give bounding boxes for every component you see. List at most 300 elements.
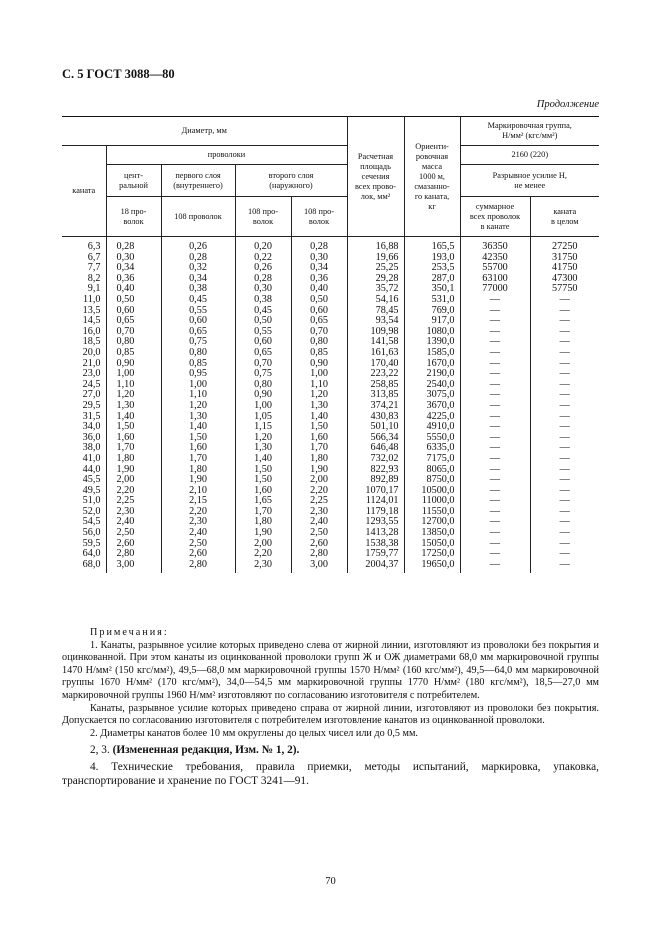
table-cell: 25,25 xyxy=(347,263,404,274)
n108b-header: 108 про- волок xyxy=(291,197,347,237)
table-row xyxy=(62,380,599,391)
table-cell: 2,60 xyxy=(106,539,161,550)
table-cell: 531,0 xyxy=(404,295,460,306)
table-cell: 0,45 xyxy=(235,306,291,317)
table-cell: 0,45 xyxy=(161,295,235,306)
table-cell: 1,50 xyxy=(106,422,161,433)
table-cell: 21,0 xyxy=(82,357,101,369)
table-cell: — xyxy=(530,517,599,528)
table-cell: — xyxy=(530,549,599,560)
n108a-header: 108 про- волок xyxy=(235,197,291,237)
table-cell: 0,65 xyxy=(106,316,161,327)
table-cell: 23,0 xyxy=(82,368,101,380)
table-cell: 1585,0 xyxy=(404,348,460,359)
table-body xyxy=(62,237,599,574)
table-cell: 2,80 xyxy=(291,549,347,560)
table-cell: — xyxy=(460,295,530,306)
table-row xyxy=(62,274,599,285)
table-cell: 52,0 xyxy=(82,505,101,517)
table-cell: 1,30 xyxy=(291,401,347,412)
table-cell: 56,0 xyxy=(82,527,101,539)
table-cell: 0,26 xyxy=(161,237,235,253)
table-cell: 78,45 xyxy=(347,306,404,317)
table-cell: 54,16 xyxy=(347,295,404,306)
table-cell: 45,5 xyxy=(82,474,101,486)
note-23-bold: (Измененная редакция, Изм. № 1, 2). xyxy=(112,744,300,757)
table-row xyxy=(62,348,599,359)
table-cell: 0,50 xyxy=(291,295,347,306)
table-cell: 1,40 xyxy=(161,422,235,433)
table-cell: — xyxy=(460,359,530,370)
table-cell: 0,65 xyxy=(235,348,291,359)
table-cell: 57750 xyxy=(530,284,599,295)
table-cell: 17250,0 xyxy=(404,549,460,560)
table-cell: — xyxy=(460,390,530,401)
table-row xyxy=(62,549,599,560)
table-cell: — xyxy=(530,422,599,433)
table-cell: — xyxy=(530,316,599,327)
table-cell: — xyxy=(460,560,530,574)
table-cell: 313,85 xyxy=(347,390,404,401)
table-cell: — xyxy=(460,549,530,560)
table-cell: — xyxy=(530,539,599,550)
table-cell: 0,60 xyxy=(235,337,291,348)
table-cell: 1,20 xyxy=(106,390,161,401)
table-cell: 41,0 xyxy=(82,452,101,464)
table-cell: — xyxy=(460,337,530,348)
table-cell: 36350 xyxy=(460,237,530,253)
table-cell: 1,30 xyxy=(235,443,291,454)
central-header: цент- ральной xyxy=(106,165,161,197)
table-row xyxy=(62,327,599,338)
table-cell: 13,5 xyxy=(82,304,101,316)
table-row xyxy=(62,560,599,574)
n108-header: 108 проволок xyxy=(161,197,235,237)
wires-header: проволоки xyxy=(106,146,347,165)
table-cell: 1,00 xyxy=(106,369,161,380)
table-cell: 0,75 xyxy=(161,337,235,348)
table-cell: 0,55 xyxy=(161,306,235,317)
table-cell: 917,0 xyxy=(404,316,460,327)
table-row xyxy=(62,253,599,264)
table-cell: 1,20 xyxy=(161,401,235,412)
table-cell: 44,0 xyxy=(82,463,101,475)
table-row xyxy=(62,528,599,539)
table-cell: — xyxy=(530,528,599,539)
table-cell: 11,0 xyxy=(83,294,101,306)
table-cell: 54,5 xyxy=(82,516,101,528)
table-cell: 892,89 xyxy=(347,475,404,486)
table-cell: 0,90 xyxy=(106,359,161,370)
table-cell: 6,3 xyxy=(87,241,101,253)
table-cell: 2,20 xyxy=(161,507,235,518)
table-cell: 0,70 xyxy=(291,327,347,338)
table-cell: — xyxy=(460,348,530,359)
table-cell: 646,48 xyxy=(347,443,404,454)
table-cell: 0,26 xyxy=(235,263,291,274)
grade-value: 2160 (220) xyxy=(460,146,599,165)
table-cell: 0,38 xyxy=(235,295,291,306)
note-23-prefix: 2, 3. xyxy=(90,744,113,757)
table-cell: 0,75 xyxy=(235,369,291,380)
table-cell: 161,63 xyxy=(347,348,404,359)
table-cell: — xyxy=(460,306,530,317)
table-cell: 374,21 xyxy=(347,401,404,412)
table-cell: 36,0 xyxy=(82,431,101,443)
first-layer-header: первого слоя (внутреннего) xyxy=(161,165,235,197)
table-cell: 55700 xyxy=(460,263,530,274)
table-cell: 12700,0 xyxy=(404,517,460,528)
table-cell: 1,60 xyxy=(291,433,347,444)
rope-data-table xyxy=(62,116,599,573)
table-cell: 1,40 xyxy=(106,412,161,423)
table-cell: 0,36 xyxy=(106,274,161,285)
table-cell: 1413,28 xyxy=(347,528,404,539)
table-cell: — xyxy=(460,496,530,507)
table-cell: 0,50 xyxy=(235,316,291,327)
table-cell: 0,70 xyxy=(235,359,291,370)
table-cell: — xyxy=(460,517,530,528)
table-cell: 3,00 xyxy=(106,560,161,574)
table-cell: 1,20 xyxy=(235,433,291,444)
table-cell: 0,34 xyxy=(161,274,235,285)
table-cell: 0,85 xyxy=(161,359,235,370)
table-cell: 59,5 xyxy=(82,537,101,549)
table-cell: 1,70 xyxy=(106,443,161,454)
table-cell: 1,50 xyxy=(235,464,291,475)
table-cell: — xyxy=(530,390,599,401)
table-cell: 2,20 xyxy=(106,486,161,497)
table-row xyxy=(62,390,599,401)
table-cell: 223,22 xyxy=(347,369,404,380)
table-cell: 1,60 xyxy=(106,433,161,444)
table-cell: 1,90 xyxy=(161,475,235,486)
note-23 xyxy=(62,743,599,757)
table-cell: 1,90 xyxy=(291,464,347,475)
table-cell: 0,30 xyxy=(235,284,291,295)
table-cell: 0,55 xyxy=(235,327,291,338)
table-row xyxy=(62,464,599,475)
table-cell: 287,0 xyxy=(404,274,460,285)
table-cell: 8750,0 xyxy=(404,475,460,486)
table-cell: 0,40 xyxy=(291,284,347,295)
table-cell: 1070,17 xyxy=(347,486,404,497)
table-cell: 1,60 xyxy=(235,486,291,497)
table-cell: 2,20 xyxy=(291,486,347,497)
table-cell: 1,10 xyxy=(106,380,161,391)
table-cell: 35,72 xyxy=(347,284,404,295)
table-cell: — xyxy=(460,412,530,423)
table-cell: 34,0 xyxy=(82,421,101,433)
table-cell: 1538,38 xyxy=(347,539,404,550)
table-cell: — xyxy=(460,433,530,444)
table-cell: 47300 xyxy=(530,274,599,285)
table-cell: 0,28 xyxy=(291,237,347,253)
table-cell: — xyxy=(460,422,530,433)
table-cell: 0,20 xyxy=(235,237,291,253)
table-cell: 0,60 xyxy=(161,316,235,327)
table-cell: 1179,18 xyxy=(347,507,404,518)
table-cell: 109,98 xyxy=(347,327,404,338)
n18-header: 18 про- волок xyxy=(106,197,161,237)
table-cell: 24,5 xyxy=(82,378,101,390)
table-cell: 1293,55 xyxy=(347,517,404,528)
table-cell: 1,20 xyxy=(291,390,347,401)
table-cell: — xyxy=(460,369,530,380)
table-cell: 0,40 xyxy=(106,284,161,295)
table-cell: — xyxy=(460,327,530,338)
page-number: 70 xyxy=(325,876,336,887)
table-cell: 1,50 xyxy=(235,475,291,486)
table-cell: — xyxy=(460,464,530,475)
table-cell: 3075,0 xyxy=(404,390,460,401)
table-cell: 141,58 xyxy=(347,337,404,348)
table-cell: 5550,0 xyxy=(404,433,460,444)
table-cell: 15050,0 xyxy=(404,539,460,550)
table-cell: 1390,0 xyxy=(404,337,460,348)
table-cell: 165,5 xyxy=(404,237,460,253)
table-cell: 14,5 xyxy=(82,315,101,327)
table-cell: — xyxy=(530,560,599,574)
table-cell: 1,00 xyxy=(161,380,235,391)
table-row xyxy=(62,507,599,518)
table-cell: 2,00 xyxy=(235,539,291,550)
note-1b: Канаты, разрывное усилие которых приведено справа от жирной линии, изготовляют из проволоки без покрытия. Допускается по согласованию изготовителя с потребителем изготовление канатов из оцинкованной проволоки. xyxy=(62,702,599,727)
table-row xyxy=(62,412,599,423)
table-cell: 1,00 xyxy=(235,401,291,412)
table-cell: 1759,77 xyxy=(347,549,404,560)
table-cell: 0,32 xyxy=(161,263,235,274)
continuation-label: Продолжение xyxy=(536,99,599,110)
table-cell: — xyxy=(460,475,530,486)
table-cell: 430,83 xyxy=(347,412,404,423)
table-cell: 1,10 xyxy=(161,390,235,401)
table-cell: 0,90 xyxy=(291,359,347,370)
table-cell: 350,1 xyxy=(404,284,460,295)
table-cell: — xyxy=(530,348,599,359)
table-cell: 0,80 xyxy=(291,337,347,348)
table-cell: 2,15 xyxy=(161,496,235,507)
table-cell: 258,85 xyxy=(347,380,404,391)
table-cell: 2540,0 xyxy=(404,380,460,391)
table-cell: 4225,0 xyxy=(404,412,460,423)
table-cell: 2,30 xyxy=(235,560,291,574)
table-cell: 2,60 xyxy=(161,549,235,560)
table-cell: 6,7 xyxy=(87,251,101,263)
table-row xyxy=(62,284,599,295)
table-cell: 16,0 xyxy=(82,325,101,337)
table-cell: 51,0 xyxy=(82,495,101,507)
table-cell: — xyxy=(530,507,599,518)
table-cell: 0,65 xyxy=(161,327,235,338)
table-cell: 77000 xyxy=(460,284,530,295)
table-cell: — xyxy=(460,507,530,518)
table-cell: 1,30 xyxy=(106,401,161,412)
table-cell: 1,00 xyxy=(291,369,347,380)
table-cell: 68,0 xyxy=(82,558,101,570)
table-row xyxy=(62,237,599,253)
table-cell: 1,40 xyxy=(291,412,347,423)
table-row xyxy=(62,486,599,497)
table-cell: 29,28 xyxy=(347,274,404,285)
table-row xyxy=(62,263,599,274)
table-cell: 2,25 xyxy=(106,496,161,507)
table-cell: 2,30 xyxy=(291,507,347,518)
table-cell: — xyxy=(530,295,599,306)
table-cell: 2,10 xyxy=(161,486,235,497)
table-row xyxy=(62,369,599,380)
table-cell: 1,60 xyxy=(161,443,235,454)
table-cell: 7175,0 xyxy=(404,454,460,465)
table-cell: 0,28 xyxy=(235,274,291,285)
table-cell: 93,54 xyxy=(347,316,404,327)
table-cell: 170,40 xyxy=(347,359,404,370)
table-cell: 0,80 xyxy=(161,348,235,359)
notes-title: Примечания: xyxy=(90,627,169,638)
second-layer-header: второго слоя (наружного) xyxy=(235,165,347,197)
table-cell: 0,80 xyxy=(235,380,291,391)
table-cell: — xyxy=(530,412,599,423)
table-cell: 11550,0 xyxy=(404,507,460,518)
table-row xyxy=(62,422,599,433)
table-cell: 1,10 xyxy=(291,380,347,391)
table-cell: 1,80 xyxy=(235,517,291,528)
table-row xyxy=(62,454,599,465)
table-cell: 1,15 xyxy=(235,422,291,433)
table-cell: 13850,0 xyxy=(404,528,460,539)
table-cell: 8,2 xyxy=(87,272,101,284)
table-row xyxy=(62,475,599,486)
table-cell: 16,88 xyxy=(347,237,404,253)
table-cell: — xyxy=(530,337,599,348)
table-cell: — xyxy=(530,486,599,497)
table-cell: 1670,0 xyxy=(404,359,460,370)
table-cell: 1,50 xyxy=(161,433,235,444)
table-cell: 0,60 xyxy=(106,306,161,317)
table-cell: — xyxy=(530,401,599,412)
table-cell: 1,70 xyxy=(161,454,235,465)
table-cell: 11000,0 xyxy=(404,496,460,507)
table-cell: 9,1 xyxy=(87,283,101,295)
table-row xyxy=(62,316,599,327)
table-cell: 2,30 xyxy=(161,517,235,528)
table-cell: — xyxy=(530,359,599,370)
note-2: 2. Диаметры канатов более 10 мм округлены до целых чисел или до 0,5 мм. xyxy=(90,727,418,739)
table-cell: 1,70 xyxy=(235,507,291,518)
table-cell: 1,30 xyxy=(161,412,235,423)
table-cell: — xyxy=(530,306,599,317)
table-cell: 0,85 xyxy=(291,348,347,359)
table-cell: 0,38 xyxy=(161,284,235,295)
table-cell: 1,80 xyxy=(106,454,161,465)
table-cell: 566,34 xyxy=(347,433,404,444)
table-cell: 2,80 xyxy=(161,560,235,574)
table-cell: — xyxy=(530,454,599,465)
table-cell: 19650,0 xyxy=(404,560,460,574)
table-cell: 64,0 xyxy=(82,548,101,560)
table-cell: — xyxy=(530,369,599,380)
total-force-header: суммарное всех проволок в канате xyxy=(460,197,530,237)
table-cell: 1,05 xyxy=(235,412,291,423)
table-cell: 2,50 xyxy=(291,528,347,539)
table-cell: 42350 xyxy=(460,253,530,264)
table-cell: 1,80 xyxy=(161,464,235,475)
table-cell: 29,5 xyxy=(82,399,101,411)
table-cell: 1,50 xyxy=(291,422,347,433)
page-header: С. 5 ГОСТ 3088—80 xyxy=(62,67,175,81)
table-cell: 1,70 xyxy=(291,443,347,454)
table-cell: 0,28 xyxy=(106,237,161,253)
table-cell: 7,7 xyxy=(87,262,101,274)
table-row xyxy=(62,433,599,444)
table-cell: 2,40 xyxy=(161,528,235,539)
table-cell: 2,50 xyxy=(106,528,161,539)
table-cell: 0,95 xyxy=(161,369,235,380)
table-cell: 2,40 xyxy=(291,517,347,528)
table-cell: 4910,0 xyxy=(404,422,460,433)
table-cell: 2,25 xyxy=(291,496,347,507)
table-cell: — xyxy=(530,475,599,486)
table-cell: — xyxy=(530,496,599,507)
table-cell: 41750 xyxy=(530,263,599,274)
table-cell: 2,60 xyxy=(291,539,347,550)
table-cell: — xyxy=(460,528,530,539)
table-cell: 2190,0 xyxy=(404,369,460,380)
table-cell: 2004,37 xyxy=(347,560,404,574)
table-cell: — xyxy=(530,443,599,454)
table-cell: 8065,0 xyxy=(404,464,460,475)
table-row xyxy=(62,539,599,550)
table-cell: 18,5 xyxy=(82,336,101,348)
table-cell: 2,80 xyxy=(106,549,161,560)
table-cell: 49,5 xyxy=(82,484,101,496)
table-cell: 2,30 xyxy=(106,507,161,518)
table-row xyxy=(62,443,599,454)
table-cell: — xyxy=(530,327,599,338)
table-cell: 0,60 xyxy=(291,306,347,317)
table-cell: 1,80 xyxy=(291,454,347,465)
table-cell: — xyxy=(460,316,530,327)
grade-header: Маркировочная группа, Н/мм² (кгс/мм²) xyxy=(460,117,599,146)
table-cell: 2,00 xyxy=(291,475,347,486)
table-cell: 0,28 xyxy=(161,253,235,264)
table-row xyxy=(62,337,599,348)
table-cell: 0,22 xyxy=(235,253,291,264)
table-row xyxy=(62,295,599,306)
whole-force-header: каната в целом xyxy=(530,197,599,237)
table-cell: — xyxy=(460,401,530,412)
table-cell: 732,02 xyxy=(347,454,404,465)
table-cell: 3,00 xyxy=(291,560,347,574)
table-cell: 1080,0 xyxy=(404,327,460,338)
table-cell: 63100 xyxy=(460,274,530,285)
table-cell: 38,0 xyxy=(82,442,101,454)
table-cell: 0,70 xyxy=(106,327,161,338)
table-cell: 31750 xyxy=(530,253,599,264)
table-cell: 1,90 xyxy=(106,464,161,475)
table-cell: 501,10 xyxy=(347,422,404,433)
table-cell: 1,65 xyxy=(235,496,291,507)
table-cell: 0,50 xyxy=(106,295,161,306)
table-cell: 1,90 xyxy=(235,528,291,539)
table-cell: 253,5 xyxy=(404,263,460,274)
table-cell: 27250 xyxy=(530,237,599,253)
table-cell: 0,65 xyxy=(291,316,347,327)
table-cell: 2,00 xyxy=(106,475,161,486)
table-cell: 31,5 xyxy=(82,410,101,422)
table-cell: 0,80 xyxy=(106,337,161,348)
table-cell: 1124,01 xyxy=(347,496,404,507)
